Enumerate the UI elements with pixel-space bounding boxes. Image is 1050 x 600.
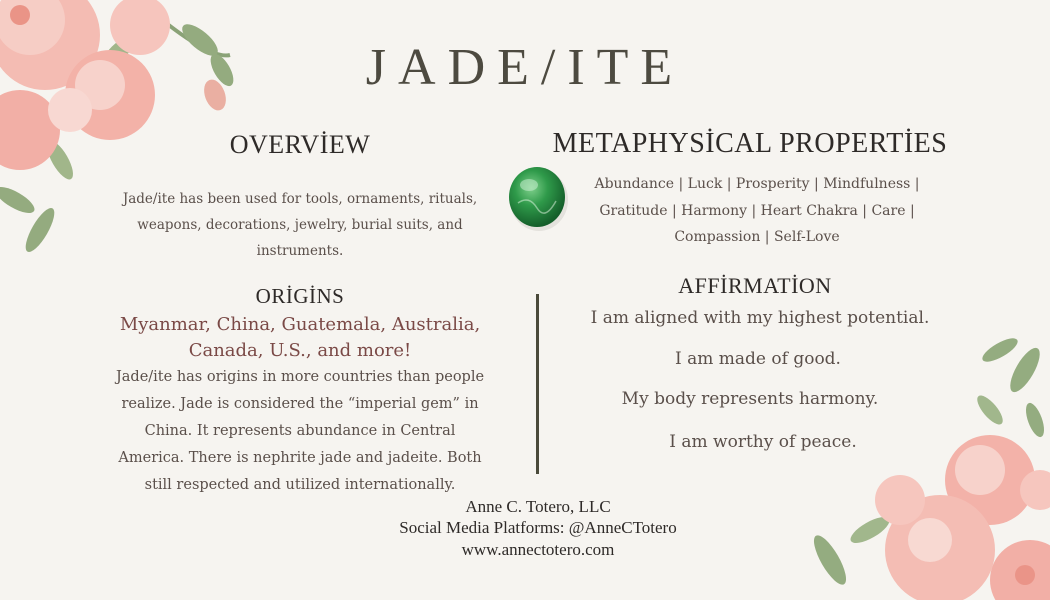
origins-text: Jade/ite has origins in more countries than people realize. Jade is considered the “imperial gem” in China. It represents abundance in Central America. There is nephrite jade and jadeite. Both still respected and utilized internationally. — [115, 369, 485, 493]
overview-text: Jade/ite has been used for tools, ornaments, rituals, weapons, decorations, jewelry, burial suits, and instruments. — [122, 191, 478, 259]
affirmation-heading: AFFİRMATİON — [678, 273, 832, 298]
overview-heading: OVERVİEW — [229, 130, 371, 159]
affirmation-line: My body represents harmony. — [621, 389, 879, 409]
metaphysical-heading: METAPHYSİCAL PROPERTİES — [552, 128, 948, 159]
metaphysical-text: Abundance | Luck | Prosperity | Mindfulness | Gratitude | Harmony | Heart Chakra | Care | Compassion | Self-Love — [594, 176, 920, 245]
affirmation-line: I am made of good. — [675, 349, 841, 369]
footer-social: Social Media Platforms: @AnneCTotero — [399, 518, 677, 537]
affirmation-line: I am worthy of peace. — [669, 432, 857, 452]
origins-heading: ORİGİNS — [255, 284, 345, 308]
vertical-divider — [536, 294, 539, 474]
affirmation-line: I am aligned with my highest potential. — [590, 308, 930, 328]
page-title: JADE/ITE — [365, 39, 685, 96]
footer-website[interactable]: www.annectotero.com — [461, 540, 615, 559]
origins-countries: Myanmar, China, Guatemala, Australia, Canada, U.S., and more! — [119, 314, 481, 361]
flower-bouquet-bottom-right-icon — [790, 330, 1050, 600]
jade-stone-icon — [504, 163, 572, 231]
footer-company: Anne C. Totero, LLC — [465, 497, 611, 516]
